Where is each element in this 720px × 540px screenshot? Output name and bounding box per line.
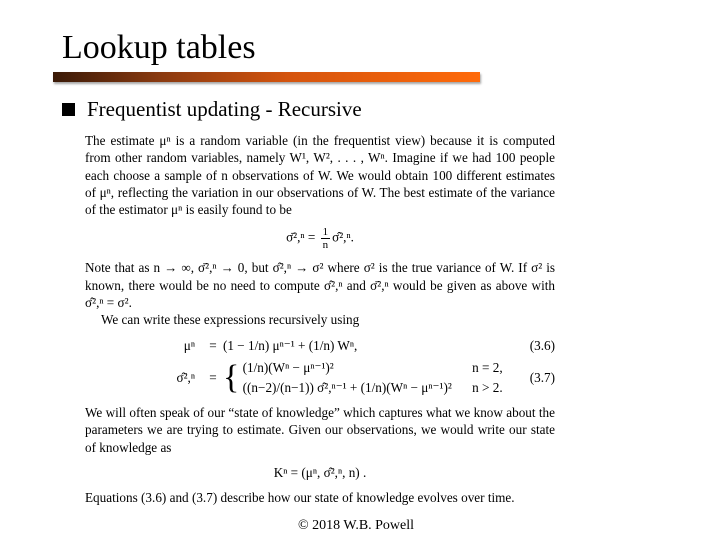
paragraph-estimate: The estimate μⁿ is a random variable (in the frequentist view) because it is computed from other random variables, namely W¹, W², . . . , Wⁿ. Imagine if we had 100 people each choose a sample of n observations of W. We would obtain 100 different estimates of μⁿ, reflecting the variation in our observations of W. The best estimate of the variance of the estimator μⁿ is easily found to be — [85, 133, 555, 218]
eq3-case-2 — [243, 378, 503, 398]
eq2-equals: = — [209, 337, 217, 353]
equation-row-3-6 — [85, 335, 555, 356]
equation-array — [85, 335, 555, 400]
paragraph-limit: Note that as n → ∞, σ̄²,ⁿ → 0, but σ̂²,ⁿ → σ² where σ² is the true variance of W. If σ² is known, there would be no need to compute σ̂²,ⁿ and σ̄²,ⁿ would be given as above with σ̂²,ⁿ = σ². — [85, 260, 555, 311]
eq1-rhs: σ̂²,ⁿ. — [332, 230, 354, 246]
paragraph-evolution: Equations (3.6) and (3.7) describe how our state of knowledge evolves over time. — [85, 490, 515, 506]
eq3-case1-expr: (1/n)(Wⁿ − μⁿ⁻¹)² — [242, 359, 334, 375]
eq2-rhs: (1 − 1/n) μⁿ⁻¹ + (1/n) Wⁿ, — [223, 337, 358, 353]
copyright-footer: © 2018 W.B. Powell — [298, 518, 415, 533]
eq1-fraction — [321, 226, 331, 251]
eq3-cases — [243, 358, 503, 398]
document-excerpt — [85, 132, 555, 506]
square-bullet-icon — [62, 103, 75, 116]
eq1-denominator: n — [322, 239, 329, 252]
slide-title: Lookup tables — [62, 29, 256, 66]
equation-state: Kⁿ = (μⁿ, σ̂²,ⁿ, n) . — [273, 464, 367, 480]
eq3-number: (3.7) — [529, 370, 555, 386]
left-brace-icon: { — [223, 358, 240, 396]
eq3-equals: = — [209, 370, 217, 386]
bullet-text: Frequentist updating - Recursive — [87, 97, 362, 121]
eq2-number: (3.6) — [529, 337, 555, 353]
eq3-case2-cond: n > 2. — [472, 379, 503, 395]
eq1-numerator: 1 — [322, 226, 329, 239]
equation-row-3-7 — [85, 356, 555, 400]
title-underline-bar — [53, 72, 480, 82]
eq3-case1-cond: n = 2, — [472, 359, 503, 375]
paragraph-recursive-intro: We can write these expressions recursively using — [101, 312, 360, 328]
equation-variance-estimator — [85, 226, 555, 251]
eq3-case2-expr: ((n−2)/(n−1)) σ̂²,ⁿ⁻¹ + (1/n)(Wⁿ − μⁿ⁻¹)² — [242, 379, 452, 395]
eq3-case-1 — [243, 358, 503, 378]
bullet-item — [62, 96, 362, 122]
eq3-rhs — [223, 356, 515, 400]
eq3-lhs: σ̂²,ⁿ — [176, 370, 195, 386]
paragraph-state-of-knowledge: We will often speak of our “state of knowledge” which captures what we know about the parameters we are trying to estimate. Given our observations, we would write our state of knowledge as — [85, 404, 555, 455]
eq2-lhs: μⁿ — [183, 337, 195, 353]
eq1-lhs: σ̄²,ⁿ = — [286, 230, 319, 246]
